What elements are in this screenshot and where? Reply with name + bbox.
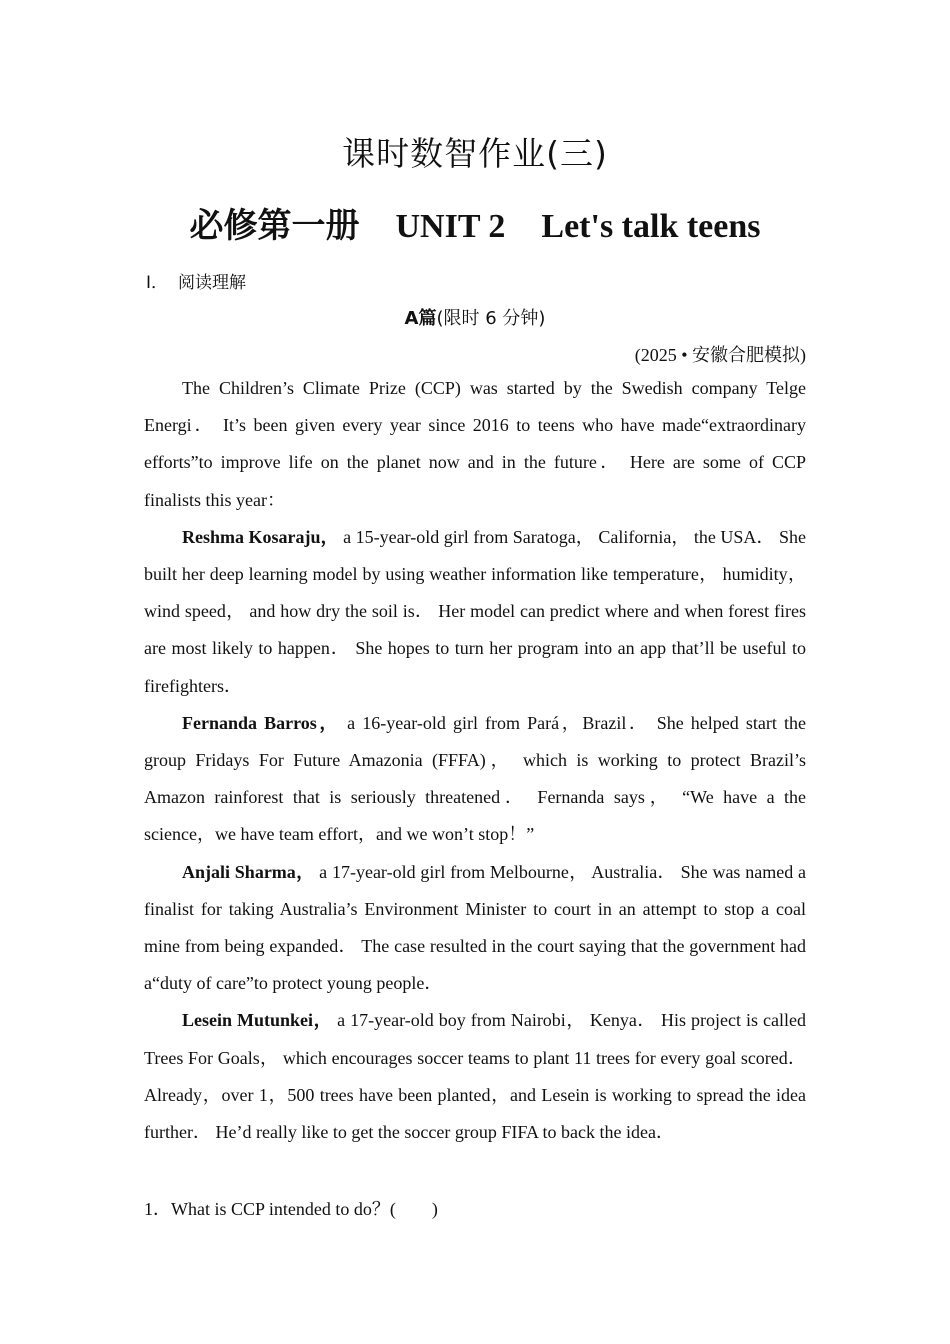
finalist-paragraph — [144, 519, 806, 705]
passage-body — [144, 370, 806, 1151]
intro-paragraph: The Children’s Climate Prize (CCP) was started by the Swedish company Telge Energi． It’s been given every year since 2016 to teens who have made“extraordinary efforts”to improve life on the planet now and in the future． Here are some of CCP finalists this year： — [144, 378, 806, 510]
finalist-paragraph — [144, 705, 806, 854]
question-1: 1．What is CCP intended to do？( ) — [144, 1199, 438, 1219]
section-heading — [146, 268, 246, 293]
unit-title — [0, 198, 950, 247]
time-limit: (限时 6 分钟) — [436, 308, 546, 329]
finalist-text: a 15-year-old girl from Saratoga， California， the USA． She built her deep learning model by using weather information like temperature， humidity， wind speed， and how dry the soil is． Her model can predict where and when forest fires are most likely to happen． She hopes to turn her program into an app that’ll be useful to firefighters． — [144, 526, 806, 696]
finalist-name: Fernanda Barros， — [182, 712, 341, 733]
finalist-text: a 17-year-old boy from Nairobi， Kenya． His project is called Trees For Goals， which encourages soccer teams to plant 11 trees for every goal scored． Already，over 1，500 trees have been planted，and Lesein is working to spread the idea further． He’d really like to get the soccer group FIFA to back the idea． — [144, 1010, 806, 1143]
unit-topic: Let's talk teens — [541, 208, 761, 245]
finalist-name: Lesein Mutunkei， — [182, 1010, 333, 1031]
section-number: Ⅰ． — [146, 273, 169, 293]
unit-book: 必修第一册 — [189, 206, 360, 246]
finalist-paragraph — [144, 1002, 806, 1151]
section-label: 阅读理解 — [178, 273, 247, 293]
page-title: 课时数智作业(三) — [342, 134, 608, 173]
passage-heading — [0, 304, 950, 330]
passage-source: (2025 • 安徽合肥模拟) — [634, 345, 806, 365]
finalist-name: Anjali Sharma， — [182, 861, 315, 882]
finalist-text: a 16-year-old girl from Pará，Brazil． She helped start the group Fridays For Future Amazonia (FFFA)， which is working to protect Brazil’s Amazon rainforest that is seriously threatened． Fernanda says， “We have a the science，we have team effort，and we won’t stop！” — [144, 712, 807, 845]
unit-number: UNIT 2 — [395, 208, 506, 245]
finalist-name: Reshma Kosaraju， — [182, 526, 339, 547]
finalist-text: a 17-year-old girl from Melbourne， Australia． She was named a finalist for taking Australia’s Environment Minister to court in an attempt to stop a coal mine from being expanded． The case resulted in the court saying that the government had a“duty of care”to protect young people． — [144, 861, 806, 994]
finalist-paragraph — [144, 854, 806, 1003]
passage-label: A篇 — [404, 308, 437, 329]
